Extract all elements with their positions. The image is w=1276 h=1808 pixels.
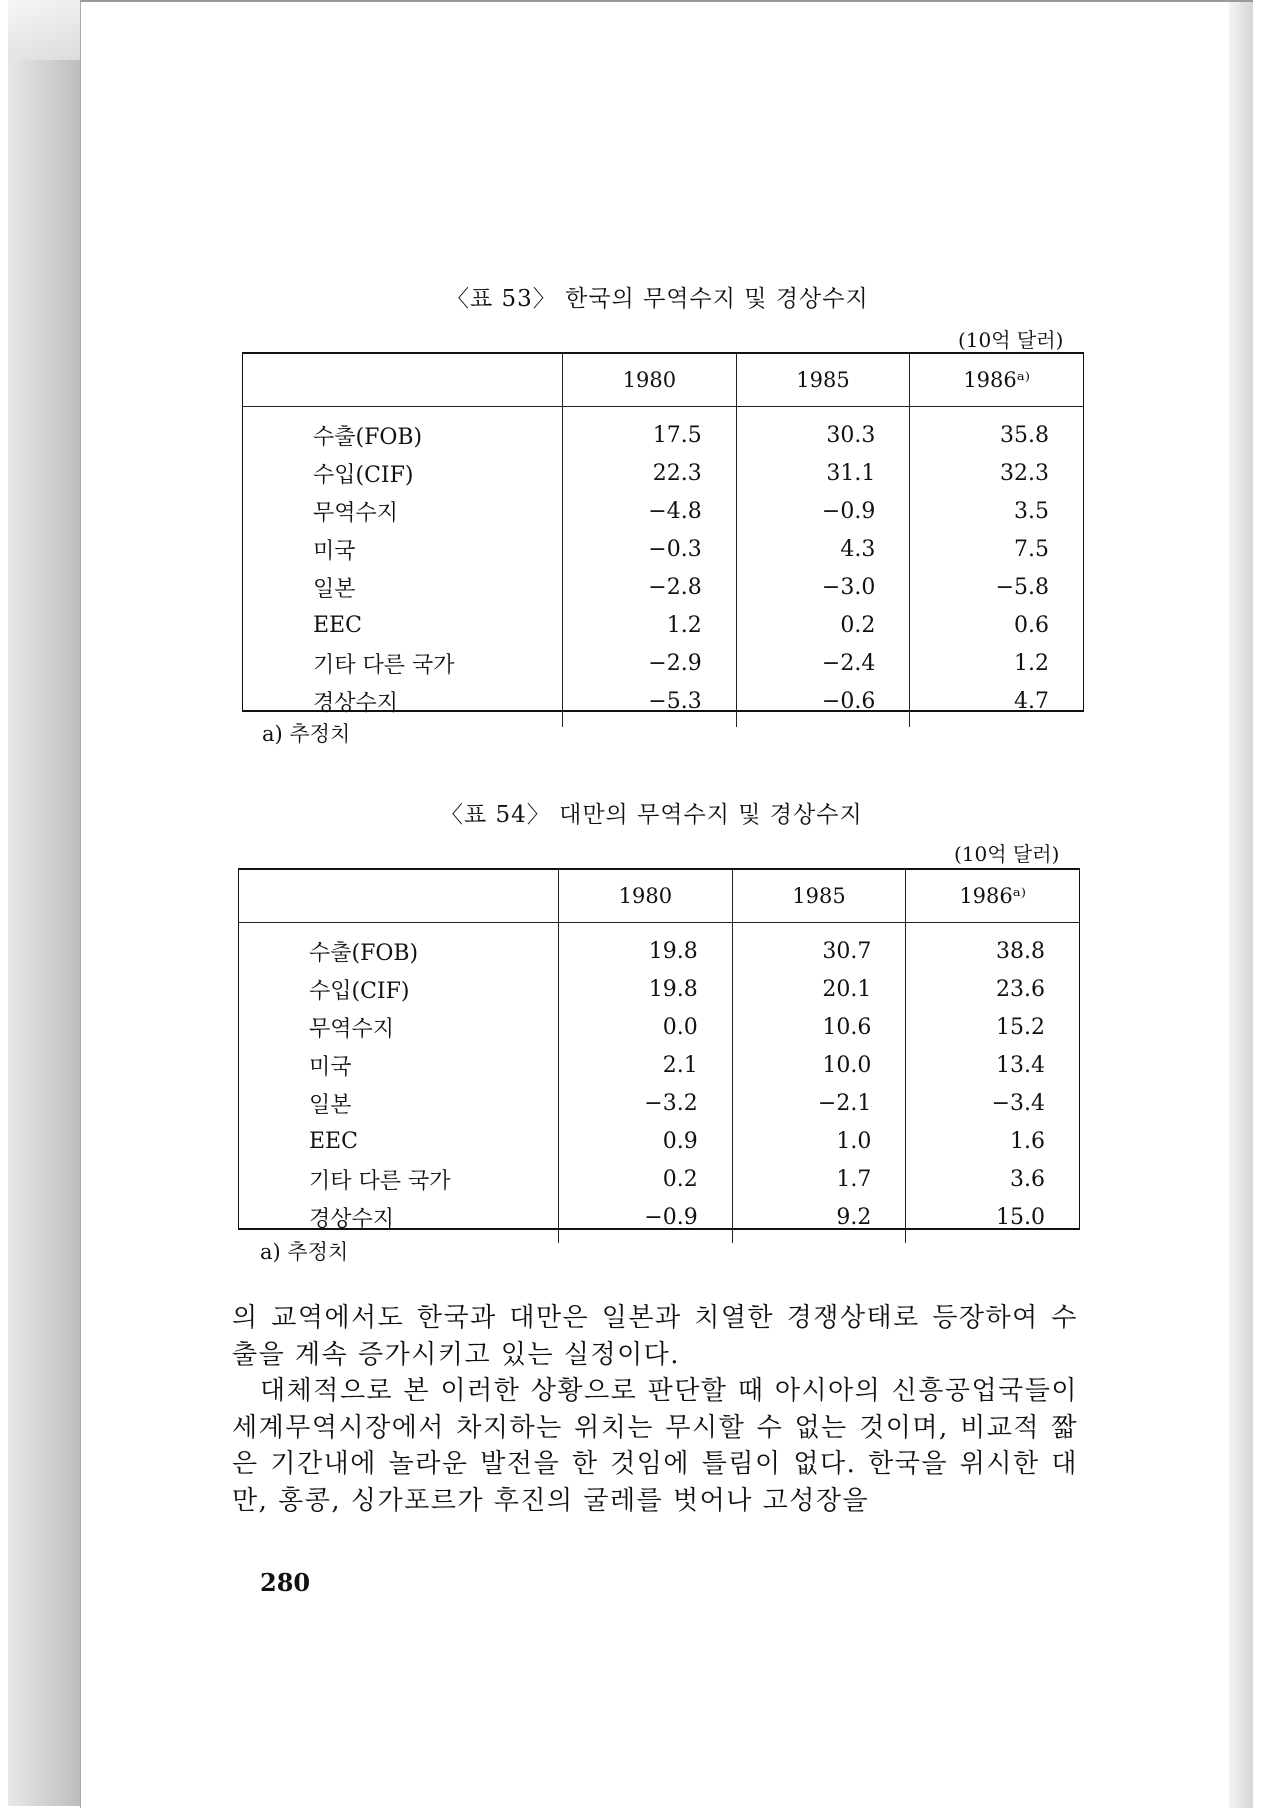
cell-1985: 30.7 bbox=[732, 923, 906, 971]
table-54-unit: (10억 달러) bbox=[954, 842, 1060, 866]
table-row bbox=[243, 682, 1083, 727]
table-row bbox=[243, 407, 1083, 455]
cell-1986: 4.7 bbox=[910, 682, 1083, 727]
table-53-unit: (10억 달러) bbox=[958, 328, 1064, 352]
row-label: 미국 bbox=[309, 1054, 352, 1080]
cell-1986: 32.3 bbox=[910, 454, 1083, 492]
cell-1985: 20.1 bbox=[732, 970, 906, 1008]
table-row bbox=[243, 454, 1083, 492]
table-row bbox=[243, 530, 1083, 568]
row-label: 수출(FOB) bbox=[309, 940, 419, 966]
row-label: 미국 bbox=[313, 538, 356, 564]
table-53-grid bbox=[243, 354, 1083, 727]
cell-1986: 23.6 bbox=[906, 970, 1079, 1008]
table-53-header-1980: 1980 bbox=[563, 354, 737, 407]
row-label: 수입(CIF) bbox=[313, 462, 414, 488]
cell-1986: 38.8 bbox=[906, 923, 1079, 971]
cell-1986: −3.4 bbox=[906, 1084, 1079, 1122]
table-row bbox=[243, 568, 1083, 606]
cell-1980: −2.8 bbox=[563, 568, 737, 606]
table-54-caption: 〈표 54〉 대만의 무역수지 및 경상수지 bbox=[440, 802, 863, 828]
row-label: 무역수지 bbox=[309, 1016, 395, 1042]
cell-1985: 30.3 bbox=[736, 407, 910, 455]
table-53-header-1985: 1985 bbox=[736, 354, 910, 407]
cell-1986: 35.8 bbox=[910, 407, 1083, 455]
table-53-header-1986: 1986ᵃ⁾ bbox=[910, 354, 1083, 407]
table-54 bbox=[238, 868, 1080, 1230]
table-53-caption: 〈표 53〉 한국의 무역수지 및 경상수지 bbox=[446, 286, 869, 312]
cell-1985: 10.6 bbox=[732, 1008, 906, 1046]
cell-1985: 1.7 bbox=[732, 1160, 906, 1198]
row-label: EEC bbox=[309, 1128, 358, 1154]
cell-1986: 3.6 bbox=[906, 1160, 1079, 1198]
cell-1980: −3.2 bbox=[559, 1084, 733, 1122]
cell-1980: 0.0 bbox=[559, 1008, 733, 1046]
table-54-header-1986: 1986ᵃ⁾ bbox=[906, 870, 1079, 923]
row-label: 경상수지 bbox=[313, 690, 399, 716]
cell-1986: 15.0 bbox=[906, 1198, 1079, 1243]
cell-1980: 0.2 bbox=[559, 1160, 733, 1198]
table-row bbox=[239, 1160, 1079, 1198]
cell-1986: 3.5 bbox=[910, 492, 1083, 530]
cell-1986: 15.2 bbox=[906, 1008, 1079, 1046]
table-53-header-row bbox=[243, 354, 1083, 407]
cell-1985: −0.9 bbox=[736, 492, 910, 530]
book-spine bbox=[8, 0, 82, 1806]
table-row bbox=[239, 1008, 1079, 1046]
table-54-grid bbox=[239, 870, 1079, 1243]
cell-1980: −0.9 bbox=[559, 1198, 733, 1243]
table-row bbox=[239, 1198, 1079, 1243]
cell-1986: 7.5 bbox=[910, 530, 1083, 568]
table-53 bbox=[242, 352, 1084, 716]
cell-1980: −2.9 bbox=[563, 644, 737, 682]
table-row bbox=[239, 1084, 1079, 1122]
cell-1986: −5.8 bbox=[910, 568, 1083, 606]
cell-1980: 22.3 bbox=[563, 454, 737, 492]
cell-1985: 4.3 bbox=[736, 530, 910, 568]
row-label: 기타 다른 국가 bbox=[313, 652, 455, 678]
cell-1985: −2.4 bbox=[736, 644, 910, 682]
cell-1980: 0.9 bbox=[559, 1122, 733, 1160]
page-number: 280 bbox=[260, 1568, 311, 1597]
cell-1986: 1.6 bbox=[906, 1122, 1079, 1160]
row-label: EEC bbox=[313, 612, 362, 638]
cell-1985: 10.0 bbox=[732, 1046, 906, 1084]
cell-1980: 2.1 bbox=[559, 1046, 733, 1084]
row-label: 무역수지 bbox=[313, 500, 399, 526]
cell-1980: −0.3 bbox=[563, 530, 737, 568]
cell-1986: 13.4 bbox=[906, 1046, 1079, 1084]
cell-1980: 19.8 bbox=[559, 923, 733, 971]
cell-1986: 0.6 bbox=[910, 606, 1083, 644]
cell-1980: −4.8 bbox=[563, 492, 737, 530]
cell-1980: −5.3 bbox=[563, 682, 737, 727]
body-text bbox=[232, 1300, 1078, 1519]
page-edge bbox=[1229, 2, 1253, 1808]
table-row bbox=[239, 1046, 1079, 1084]
book-spine-top bbox=[8, 0, 80, 60]
cell-1985: −0.6 bbox=[736, 682, 910, 727]
table-54-header-stub bbox=[239, 870, 559, 923]
row-label: 일본 bbox=[313, 576, 356, 602]
row-label: 경상수지 bbox=[309, 1206, 395, 1232]
table-row bbox=[243, 606, 1083, 644]
cell-1985: 0.2 bbox=[736, 606, 910, 644]
row-label: 수입(CIF) bbox=[309, 978, 410, 1004]
table-row bbox=[239, 923, 1079, 971]
table-row bbox=[239, 970, 1079, 1008]
table-54-header-1980: 1980 bbox=[559, 870, 733, 923]
table-row bbox=[243, 492, 1083, 530]
cell-1986: 1.2 bbox=[910, 644, 1083, 682]
table-54-header-row bbox=[239, 870, 1079, 923]
table-54-header-1985: 1985 bbox=[732, 870, 906, 923]
row-label: 일본 bbox=[309, 1092, 352, 1118]
body-paragraph-1: 의 교역에서도 한국과 대만은 일본과 치열한 경쟁상태로 등장하여 수출을 계속 증가시키고 있는 실정이다. bbox=[232, 1303, 1078, 1370]
cell-1985: −3.0 bbox=[736, 568, 910, 606]
table-53-header-stub bbox=[243, 354, 563, 407]
cell-1985: 9.2 bbox=[732, 1198, 906, 1243]
cell-1980: 17.5 bbox=[563, 407, 737, 455]
table-54-note: a) 추정치 bbox=[260, 1240, 349, 1264]
table-row bbox=[239, 1122, 1079, 1160]
table-53-note: a) 추정치 bbox=[262, 722, 351, 746]
row-label: 기타 다른 국가 bbox=[309, 1168, 451, 1194]
cell-1980: 1.2 bbox=[563, 606, 737, 644]
table-row bbox=[243, 644, 1083, 682]
body-paragraph-2: 대체적으로 본 이러한 상황으로 판단할 때 아시아의 신흥공업국들이 세계무역시장에서 차지하는 위치는 무시할 수 없는 것이며, 비교적 짧은 기간내에 놀라운 발전을 한 것임에 틀림이 없다. 한국을 위시한 대만, 홍콩, 싱가포르가 후진의 굴레를 벗어나 고성장을 bbox=[232, 1376, 1078, 1516]
row-label: 수출(FOB) bbox=[313, 424, 423, 450]
cell-1980: 19.8 bbox=[559, 970, 733, 1008]
cell-1985: 31.1 bbox=[736, 454, 910, 492]
cell-1985: 1.0 bbox=[732, 1122, 906, 1160]
cell-1985: −2.1 bbox=[732, 1084, 906, 1122]
